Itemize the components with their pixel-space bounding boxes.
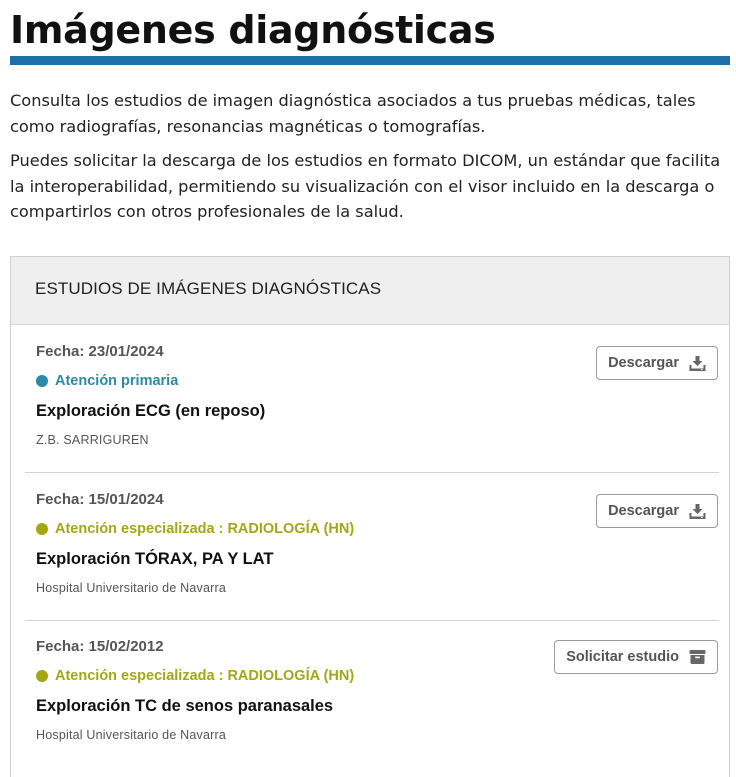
request-study-button[interactable] [554,640,718,674]
archive-box-icon [689,650,706,664]
page-title: Imágenes diagnósticas [10,8,496,52]
study-exploration: Exploración TC de senos paranasales [36,697,334,715]
care-type-dot [36,375,48,387]
intro-paragraph-1: Consulta los estudios de imagen diagnóstica asociados a tus pruebas médicas, tales como radiografías, resonancias magnéticas o tomografías. [10,91,696,136]
care-type-dot [36,670,48,682]
studies-panel [10,256,730,777]
request-study-button-label: Solicitar estudio [566,649,679,665]
care-type [36,521,354,537]
download-icon [689,504,706,519]
study-center: Hospital Universitario de Navarra [36,581,227,595]
study-date: Fecha: 23/01/2024 [36,343,164,360]
study-center: Z.B. SARRIGUREN [36,433,149,447]
care-type [36,373,178,389]
study-date: Fecha: 15/01/2024 [36,491,164,508]
care-type [36,668,354,684]
download-button-label: Descargar [608,355,679,371]
panel-header [11,257,729,325]
download-button[interactable] [596,494,718,528]
care-type-label: Atención especializada : RADIOLOGÍA (HN) [55,668,355,684]
download-button-label: Descargar [608,503,679,519]
download-button[interactable] [596,346,718,380]
study-date: Fecha: 15/02/2012 [36,638,164,655]
care-type-label: Atención especializada : RADIOLOGÍA (HN) [55,521,355,537]
study-exploration: Exploración ECG (en reposo) [36,402,266,420]
care-type-label: Atención primaria [55,373,179,389]
study-item [11,473,729,621]
study-exploration: Exploración TÓRAX, PA Y LAT [36,550,274,568]
study-center: Hospital Universitario de Navarra [36,728,227,742]
care-type-dot [36,523,48,535]
intro-paragraph-2: Puedes solicitar la descarga de los estudios en formato DICOM, un estándar que facilita la interoperabilidad, permitiendo su visualización con el visor incluido en la descarga o compartirlos con otros profesionales de la salud. [10,151,721,221]
title-underline [10,56,730,65]
download-icon [689,356,706,371]
panel-title: ESTUDIOS DE IMÁGENES DIAGNÓSTICAS [35,279,382,298]
study-item [11,325,729,473]
study-item [11,620,729,768]
